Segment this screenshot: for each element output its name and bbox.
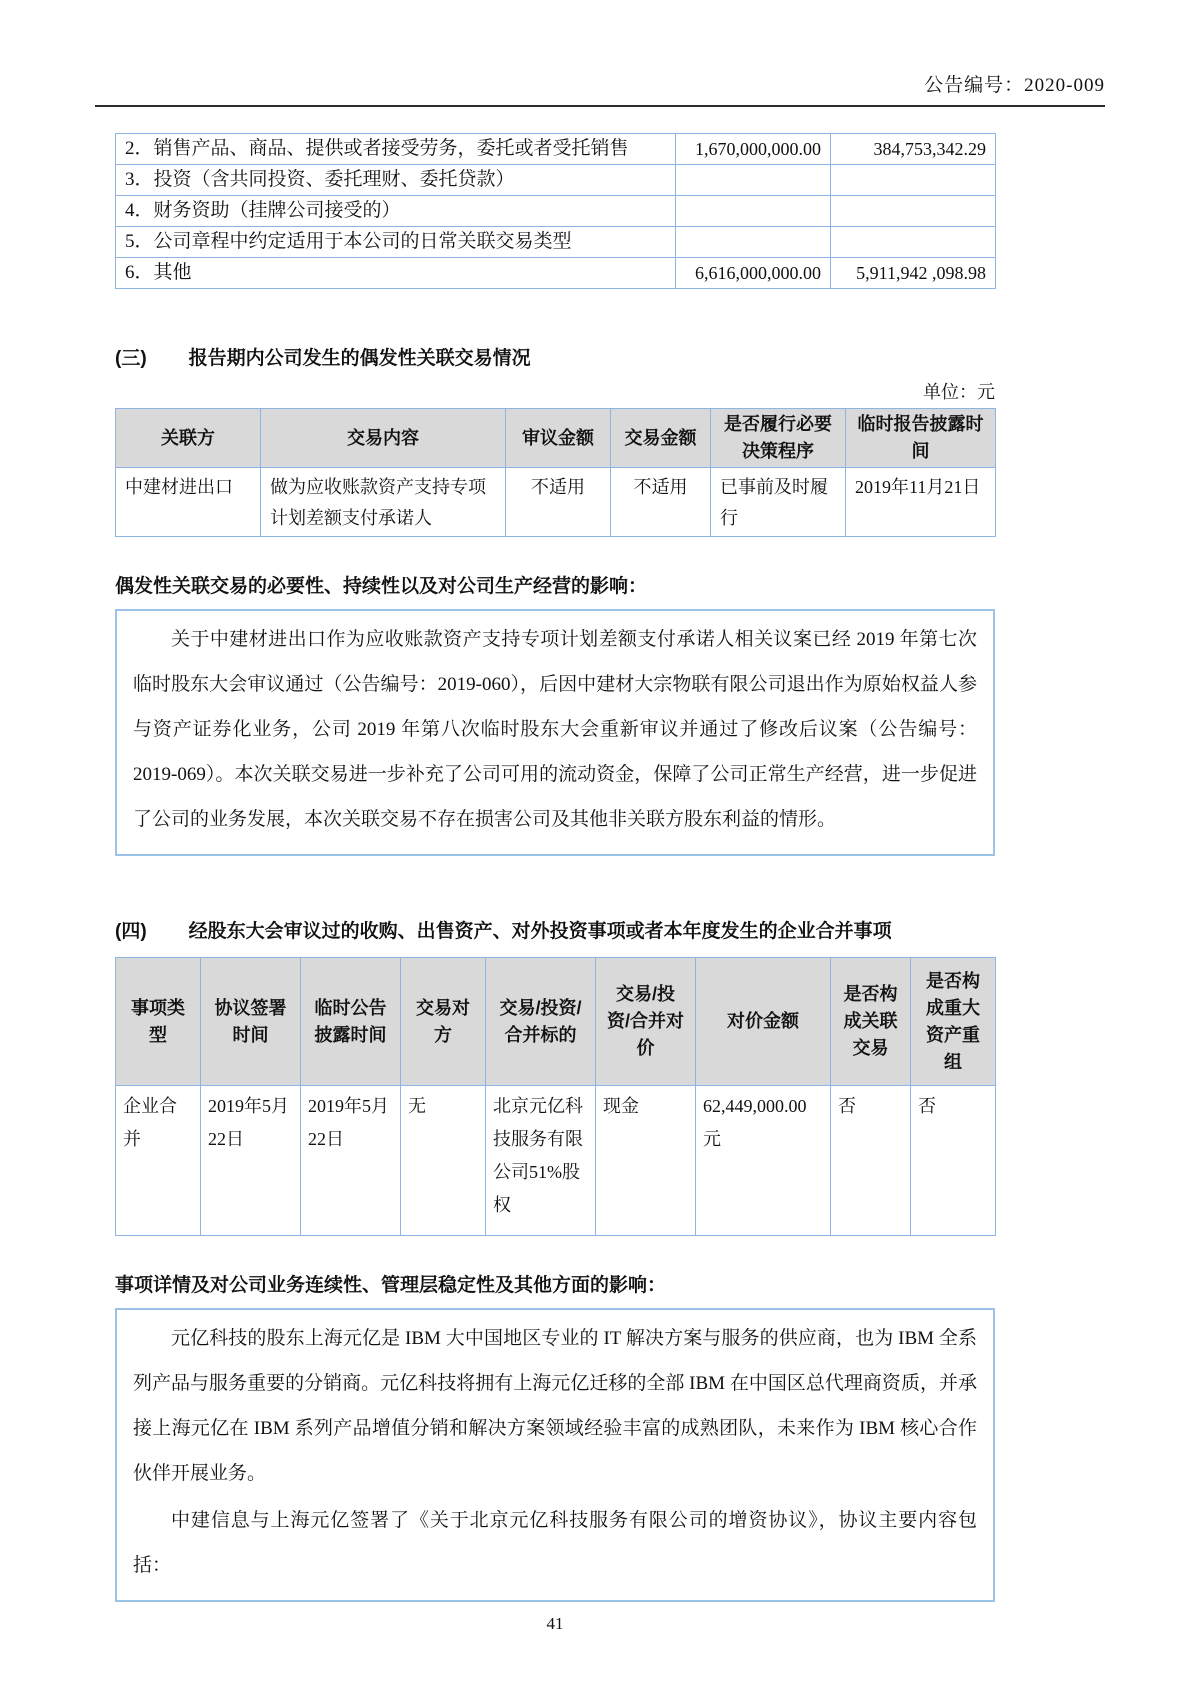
- header-cell: 事项类型: [116, 958, 201, 1086]
- amount-cell: [831, 165, 996, 196]
- header-cell: 交易/投资/合并对价: [596, 958, 696, 1086]
- event-detail-heading: 事项详情及对公司业务连续性、管理层稳定性及其他方面的影响：: [115, 1275, 667, 1296]
- announcement-number: 公告编号：2020-009: [924, 75, 1105, 96]
- incidental-impact-heading: 偶发性关联交易的必要性、持续性以及对公司生产经营的影响：: [115, 576, 648, 597]
- major-restructuring-flag-cell: 否: [911, 1086, 996, 1236]
- header-cell: 是否构成重大资产重组: [911, 958, 996, 1086]
- daily-related-transactions-table: [115, 133, 996, 289]
- disclosure-date-cell: 2019年11月21日: [846, 468, 996, 537]
- header-cell: 交易对方: [401, 958, 486, 1086]
- section-3-heading: [115, 343, 995, 370]
- counterparty-cell: 无: [401, 1086, 486, 1236]
- section-number: (三): [115, 348, 147, 369]
- related-transaction-flag-cell: 否: [831, 1086, 911, 1236]
- doc-header: [95, 0, 1105, 107]
- detail-paragraph: 中建信息与上海元亿签署了《关于北京元亿科技服务有限公司的增资协议》，协议主要内容包括：: [133, 1510, 977, 1576]
- table-row: [116, 227, 996, 258]
- amount-cell: 6,616,000,000.00: [676, 258, 831, 289]
- header-cell: 是否构成关联交易: [831, 958, 911, 1086]
- table-row: [116, 196, 996, 227]
- header-cell: 协议签署时间: [201, 958, 301, 1086]
- header-cell: 对价金额: [696, 958, 831, 1086]
- item-cell: 2．销售产品、商品、提供或者接受劳务，委托或者受托销售: [116, 134, 676, 165]
- item-cell: 5．公司章程中约定适用于本公司的日常关联交易类型: [116, 227, 676, 258]
- table-row: [116, 468, 996, 537]
- section-number: (四): [115, 921, 147, 942]
- amount-cell: [676, 196, 831, 227]
- amount-cell: 5,911,942 ,098.98: [831, 258, 996, 289]
- impact-paragraph: 关于中建材进出口作为应收账款资产支持专项计划差额支付承诺人相关议案已经 2019 年第七次临时股东大会审议通过（公告编号：2019-060），后因中建材大宗物联有限公司退出作为原始权益人参与资产证券化业务，公司 2019 年第八次临时股东大会重新审议并通过了修改后议案（公告编号：2019-069）。本次关联交易进一步补充了公司可用的流动资金，保障了公司正常生产经营，进一步促进了公司的业务发展，本次关联交易不存在损害公司及其他非关联方股东利益的情形。: [133, 629, 977, 830]
- amount-cell: 384,753,342.29: [831, 134, 996, 165]
- reviewed-amount-cell: 不适用: [506, 468, 611, 537]
- transaction-content-cell: 做为应收账款资产支持专项计划差额支付承诺人: [261, 468, 506, 537]
- procedure-cell: 已事前及时履行: [711, 468, 846, 537]
- header-cell: 审议金额: [506, 409, 611, 468]
- related-party-cell: 中建材进出口: [116, 468, 261, 537]
- detail-paragraph: 元亿科技的股东上海元亿是 IBM 大中国地区专业的 IT 解决方案与服务的供应商，也为 IBM 全系列产品与服务重要的分销商。元亿科技将拥有上海元亿迁移的全部 IBM 在中国区总代理商资质，并承接上海元亿在 IBM 系列产品增值分销和解决方案领域经验丰富的成熟团队，未来作为 IBM 核心合作伙伴开展业务。: [133, 1328, 977, 1484]
- table-header-row: [116, 958, 996, 1086]
- disclosure-date-cell: 2019年5月22日: [301, 1086, 401, 1236]
- transaction-amount-cell: 不适用: [611, 468, 711, 537]
- incidental-related-transactions-table: [115, 408, 996, 537]
- item-cell: 6．其他: [116, 258, 676, 289]
- table-row: [116, 1086, 996, 1236]
- target-cell: 北京元亿科技服务有限公司51%股权: [486, 1086, 596, 1236]
- section-title: 经股东大会审议过的收购、出售资产、对外投资事项或者本年度发生的企业合并事项: [188, 921, 892, 942]
- amount-cell: [831, 227, 996, 258]
- unit-label: 单位：元: [923, 382, 995, 402]
- agreement-date-cell: 2019年5月22日: [201, 1086, 301, 1236]
- incidental-impact-box: [115, 609, 995, 856]
- header-cell: 交易/投资/合并标的: [486, 958, 596, 1086]
- merger-acquisition-table: [115, 957, 996, 1236]
- section-title: 报告期内公司发生的偶发性关联交易情况: [188, 348, 531, 369]
- item-cell: 3．投资（含共同投资、委托理财、委托贷款）: [116, 165, 676, 196]
- table-row: [116, 258, 996, 289]
- amount-cell: [676, 165, 831, 196]
- header-cell: 临时报告披露时间: [846, 409, 996, 468]
- page-content: [115, 133, 995, 1634]
- header-cell: 是否履行必要决策程序: [711, 409, 846, 468]
- amount-cell: [831, 196, 996, 227]
- amount-cell: 1,670,000,000.00: [676, 134, 831, 165]
- consideration-type-cell: 现金: [596, 1086, 696, 1236]
- table-row: [116, 165, 996, 196]
- amount-cell: [676, 227, 831, 258]
- header-cell: 交易内容: [261, 409, 506, 468]
- consideration-amount-cell: 62,449,000.00 元: [696, 1086, 831, 1236]
- section-4-heading: [115, 916, 995, 943]
- header-cell: 关联方: [116, 409, 261, 468]
- page-number: 41: [546, 1614, 564, 1633]
- table-header-row: [116, 409, 996, 468]
- header-cell: 交易金额: [611, 409, 711, 468]
- event-type-cell: 企业合并: [116, 1086, 201, 1236]
- item-cell: 4．财务资助（挂牌公司接受的）: [116, 196, 676, 227]
- event-detail-box: [115, 1308, 995, 1602]
- table-row: [116, 134, 996, 165]
- header-cell: 临时公告披露时间: [301, 958, 401, 1086]
